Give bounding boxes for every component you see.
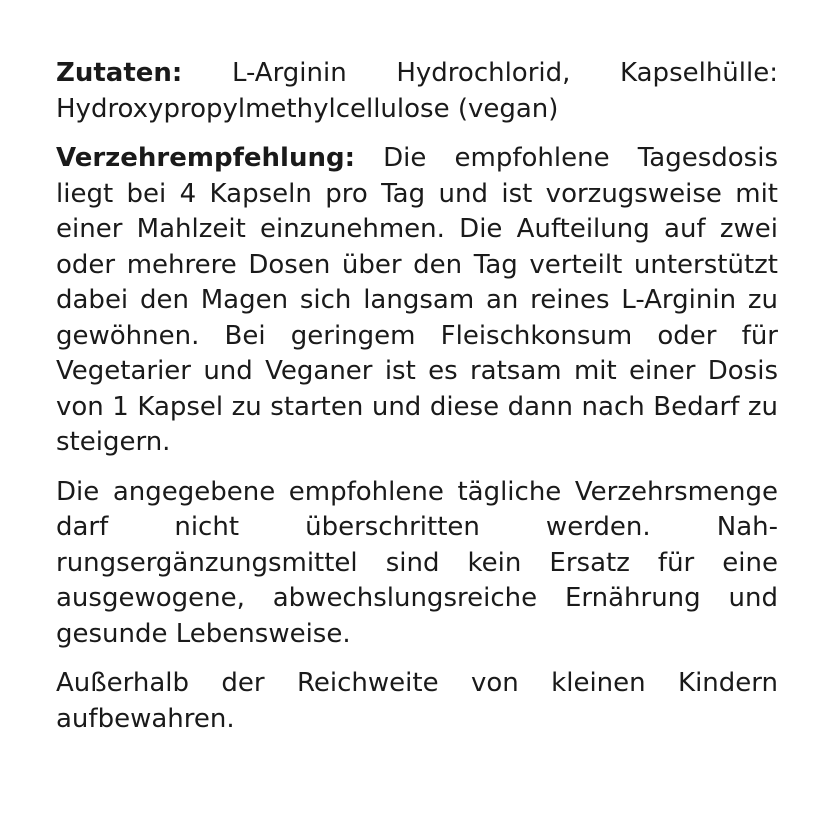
storage-paragraph: Außerhalb der Reichweite von kleinen Kindern aufbewahren. bbox=[56, 668, 778, 734]
recommendation-text: Die empfohlene Tagesdosis liegt bei 4 Kapseln pro Tag und ist vorzugsweise mit einer Mahlzeit einzunehmen. Die Aufteilung auf zwei oder mehrere Dosen über den Tag verteilt unterstützt dabei den Magen sich langsam an reines L-Arginin zu gewöhnen. Bei geringem Fleischkonsum oder für Vegetarier und Veganer ist es ratsam mit einer Dosis von 1 Kapsel zu starten und diese dann nach Bedarf zu steigern. bbox=[56, 143, 778, 457]
recommendation-paragraph bbox=[56, 141, 778, 461]
recommendation-label: Verzehrempfehlung: bbox=[56, 143, 355, 173]
ingredients-text: L-Arginin Hydrochlorid, Kapselhülle: Hydroxypropylmethylcellulose (vegan) bbox=[56, 58, 778, 124]
product-info-text bbox=[56, 56, 778, 751]
ingredients-paragraph bbox=[56, 56, 778, 127]
ingredients-label: Zutaten: bbox=[56, 58, 183, 88]
warning-paragraph: Die angegebene empfohlene tägliche Verzehrsmenge darf nicht überschritten werden. Nahrungsergänzungsmittel sind kein Ersatz für eine ausgewogene, abwechslungsreiche Ernährung und gesunde Lebensweise. bbox=[56, 476, 778, 649]
